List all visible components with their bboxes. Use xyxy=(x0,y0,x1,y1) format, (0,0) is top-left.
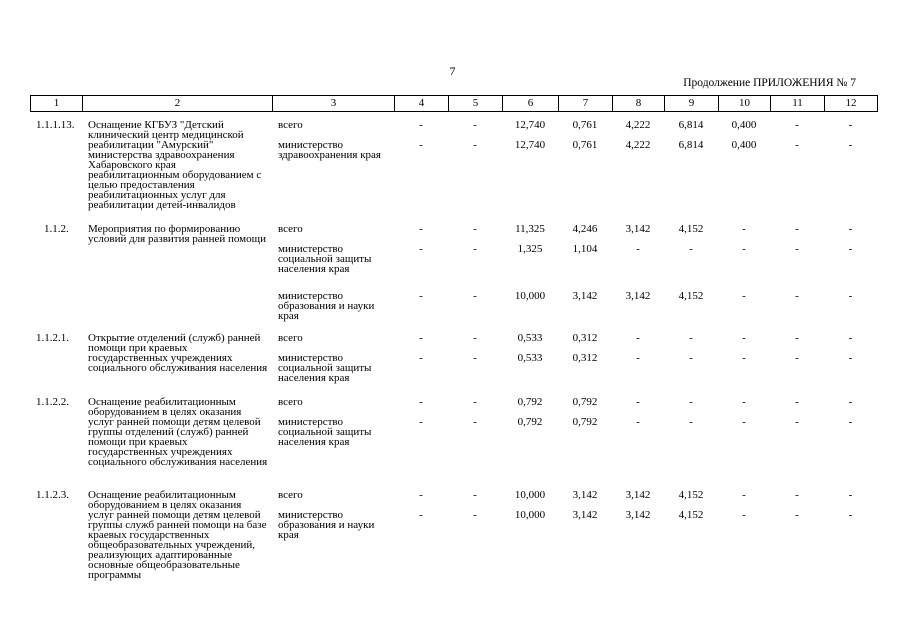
value-cell-col-7: 0,761 xyxy=(572,139,598,151)
column-number: 11 xyxy=(771,96,825,112)
sub-row xyxy=(272,490,877,500)
row-number: 1.1.2.3. xyxy=(36,489,69,501)
value-cell-col-5: - xyxy=(473,396,477,408)
sub-row xyxy=(272,120,877,130)
table-row xyxy=(30,223,877,322)
value-cell-col-7: 0,312 xyxy=(572,332,598,344)
value-cell-col-11: - xyxy=(795,139,799,151)
table-row xyxy=(30,120,877,210)
value-cell-col-4: - xyxy=(419,509,423,521)
value-cell-col-10: - xyxy=(742,332,746,344)
sub-row xyxy=(272,417,877,447)
value-cell-col-7: 3,142 xyxy=(572,509,598,521)
value-cell-col-6: 12,740 xyxy=(514,119,546,131)
value-cell-col-11: - xyxy=(795,223,799,235)
value-cell-col-9: 6,814 xyxy=(678,139,704,151)
value-cell-col-4: - xyxy=(419,332,423,344)
table-row xyxy=(30,397,877,467)
column-number: 5 xyxy=(449,96,503,112)
funding-source: министерство социальной защиты населения края xyxy=(278,416,372,448)
value-cell-col-10: - xyxy=(742,416,746,428)
sub-row xyxy=(272,333,877,343)
value-cell-col-9: 4,152 xyxy=(678,223,704,235)
value-cell-col-6: 1,325 xyxy=(517,243,543,255)
value-cell-col-8: - xyxy=(636,332,640,344)
value-cell-col-7: 3,142 xyxy=(572,489,598,501)
sub-rows xyxy=(272,332,877,384)
value-cell-col-6: 0,533 xyxy=(517,332,543,344)
value-cell-col-5: - xyxy=(473,489,477,501)
value-cell-col-12: - xyxy=(848,396,853,408)
value-cell-col-5: - xyxy=(473,509,477,521)
value-cell-col-4: - xyxy=(419,416,423,428)
value-cell-col-4: - xyxy=(419,352,423,364)
value-cell-col-9: - xyxy=(689,352,693,364)
value-cell-col-6: 0,792 xyxy=(517,416,543,428)
column-number: 4 xyxy=(395,96,449,112)
value-cell-col-4: - xyxy=(419,489,423,501)
column-number: 2 xyxy=(83,96,273,112)
value-cell-col-8: 3,142 xyxy=(625,290,651,302)
funding-source: всего xyxy=(278,489,303,501)
value-cell-col-9: - xyxy=(689,332,693,344)
value-cell-col-12: - xyxy=(848,290,853,302)
column-number: 9 xyxy=(665,96,719,112)
value-cell-col-4: - xyxy=(419,243,423,255)
column-number: 12 xyxy=(825,96,878,112)
value-cell-col-10: - xyxy=(742,243,746,255)
sub-row xyxy=(272,140,877,160)
value-cell-col-11: - xyxy=(795,416,799,428)
measure-name: Открытие отделений (служб) ранней помощи при краевых государственных учреждениях социального обслуживания населения xyxy=(88,332,268,374)
value-cell-col-12: - xyxy=(848,352,853,364)
value-cell-col-6: 10,000 xyxy=(514,290,546,302)
value-cell-col-10: 0,400 xyxy=(731,119,757,131)
value-cell-col-11: - xyxy=(795,290,799,302)
value-cell-col-8: 3,142 xyxy=(625,223,651,235)
column-number: 8 xyxy=(613,96,665,112)
value-cell-col-11: - xyxy=(795,489,799,501)
measure-name: Оснащение реабилитационным оборудованием в целях оказания услуг ранней помощи детям целевой группы служб ранней помощи на базе краевых государственных общеобразовательных учреждений, реализующих адаптированные основные общеобразовательные программы xyxy=(88,489,267,581)
sub-row xyxy=(272,353,877,383)
value-cell-col-10: - xyxy=(742,290,746,302)
value-cell-col-12: - xyxy=(848,243,853,255)
table-row xyxy=(30,490,877,580)
value-cell-col-10: - xyxy=(742,223,746,235)
value-cell-col-8: 3,142 xyxy=(625,509,651,521)
column-number: 10 xyxy=(719,96,771,112)
sub-rows xyxy=(272,397,877,467)
funding-source: министерство социальной защиты населения края xyxy=(278,352,372,384)
value-cell-col-9: - xyxy=(689,243,693,255)
value-cell-col-5: - xyxy=(473,139,477,151)
value-cell-col-5: - xyxy=(473,352,477,364)
value-cell-col-11: - xyxy=(795,396,799,408)
measure-name: Оснащение КГБУЗ "Детский клинический центр медицинской реабилитации "Амурский" министерства здравоохранения Хабаровского края реабилитационным оборудованием с целью предоставления реабилитационных услуг для реабилитации детей-инвалидов xyxy=(88,119,262,211)
value-cell-col-7: 0,312 xyxy=(572,352,598,364)
value-cell-col-10: - xyxy=(742,489,746,501)
sub-row xyxy=(272,510,877,540)
value-cell-col-4: - xyxy=(419,396,423,408)
column-number: 1 xyxy=(31,96,83,112)
column-number: 7 xyxy=(559,96,613,112)
column-number: 3 xyxy=(273,96,395,112)
value-cell-col-5: - xyxy=(473,290,477,302)
row-number: 1.1.2. xyxy=(44,223,69,235)
sub-rows xyxy=(272,223,877,322)
sub-row xyxy=(272,291,877,321)
value-cell-col-9: 6,814 xyxy=(678,119,704,131)
value-cell-col-8: 3,142 xyxy=(625,489,651,501)
value-cell-col-4: - xyxy=(419,139,423,151)
value-cell-col-5: - xyxy=(473,416,477,428)
value-cell-col-6: 10,000 xyxy=(514,489,546,501)
value-cell-col-5: - xyxy=(473,243,477,255)
value-cell-col-12: - xyxy=(848,119,853,131)
sub-rows xyxy=(272,120,877,210)
value-cell-col-4: - xyxy=(419,119,423,131)
value-cell-col-4: - xyxy=(419,290,423,302)
value-cell-col-5: - xyxy=(473,332,477,344)
funding-source: министерство образования и науки края xyxy=(278,509,375,541)
value-cell-col-11: - xyxy=(795,119,799,131)
value-cell-col-7: 4,246 xyxy=(572,223,598,235)
value-cell-col-4: - xyxy=(419,223,423,235)
page-number: 7 xyxy=(449,64,456,78)
value-cell-col-12: - xyxy=(848,509,853,521)
funding-source: всего xyxy=(278,223,303,235)
funding-source: всего xyxy=(278,332,303,344)
row-number: 1.1.2.1. xyxy=(36,332,69,344)
value-cell-col-7: 0,792 xyxy=(572,396,598,408)
sub-row xyxy=(272,224,877,234)
value-cell-col-5: - xyxy=(473,223,477,235)
funding-source: всего xyxy=(278,119,303,131)
value-cell-col-8: - xyxy=(636,243,640,255)
funding-source: министерство образования и науки края xyxy=(278,290,375,322)
value-cell-col-9: 4,152 xyxy=(678,489,704,501)
funding-source: министерство здравоохранения края xyxy=(278,139,381,161)
funding-source: всего xyxy=(278,396,303,408)
measure-name: Оснащение реабилитационным оборудованием в целях оказания услуг ранней помощи детям целевой группы отделений (служб) ранней помощи при краевых государственных учреждениях социального обслуживания населения xyxy=(88,396,268,468)
row-number: 1.1.1.13. xyxy=(36,119,75,131)
value-cell-col-11: - xyxy=(795,332,799,344)
column-number-header xyxy=(30,95,878,112)
funding-source: министерство социальной защиты населения края xyxy=(278,243,372,275)
sub-row xyxy=(272,397,877,407)
sub-row xyxy=(272,244,877,274)
value-cell-col-6: 10,000 xyxy=(514,509,546,521)
value-cell-col-9: - xyxy=(689,416,693,428)
value-cell-col-7: 1,104 xyxy=(572,243,598,255)
value-cell-col-6: 0,533 xyxy=(517,352,543,364)
value-cell-col-7: 0,792 xyxy=(572,416,598,428)
value-cell-col-10: - xyxy=(742,396,746,408)
value-cell-col-6: 12,740 xyxy=(514,139,546,151)
value-cell-col-8: - xyxy=(636,352,640,364)
value-cell-col-9: - xyxy=(689,396,693,408)
table-row xyxy=(30,332,877,384)
value-cell-col-11: - xyxy=(795,243,799,255)
value-cell-col-11: - xyxy=(795,509,799,521)
continuation-label: Продолжение ПРИЛОЖЕНИЯ № 7 xyxy=(683,77,856,89)
sub-rows xyxy=(272,490,877,580)
value-cell-col-5: - xyxy=(473,119,477,131)
value-cell-col-12: - xyxy=(848,332,853,344)
value-cell-col-12: - xyxy=(848,489,853,501)
column-number: 6 xyxy=(503,96,559,112)
value-cell-col-10: - xyxy=(742,509,746,521)
value-cell-col-10: 0,400 xyxy=(731,139,757,151)
value-cell-col-8: 4,222 xyxy=(625,139,651,151)
value-cell-col-8: - xyxy=(636,416,640,428)
value-cell-col-6: 0,792 xyxy=(517,396,543,408)
value-cell-col-9: 4,152 xyxy=(678,509,704,521)
value-cell-col-12: - xyxy=(848,416,853,428)
value-cell-col-12: - xyxy=(848,139,853,151)
value-cell-col-8: 4,222 xyxy=(625,119,651,131)
value-cell-col-6: 11,325 xyxy=(515,223,545,235)
value-cell-col-8: - xyxy=(636,396,640,408)
measure-name: Мероприятия по формированию условий для развития ранней помощи xyxy=(88,223,266,245)
value-cell-col-10: - xyxy=(742,352,746,364)
value-cell-col-12: - xyxy=(848,223,853,235)
value-cell-col-7: 3,142 xyxy=(572,290,598,302)
value-cell-col-11: - xyxy=(795,352,799,364)
value-cell-col-9: 4,152 xyxy=(678,290,704,302)
value-cell-col-7: 0,761 xyxy=(572,119,598,131)
row-number: 1.1.2.2. xyxy=(36,396,69,408)
